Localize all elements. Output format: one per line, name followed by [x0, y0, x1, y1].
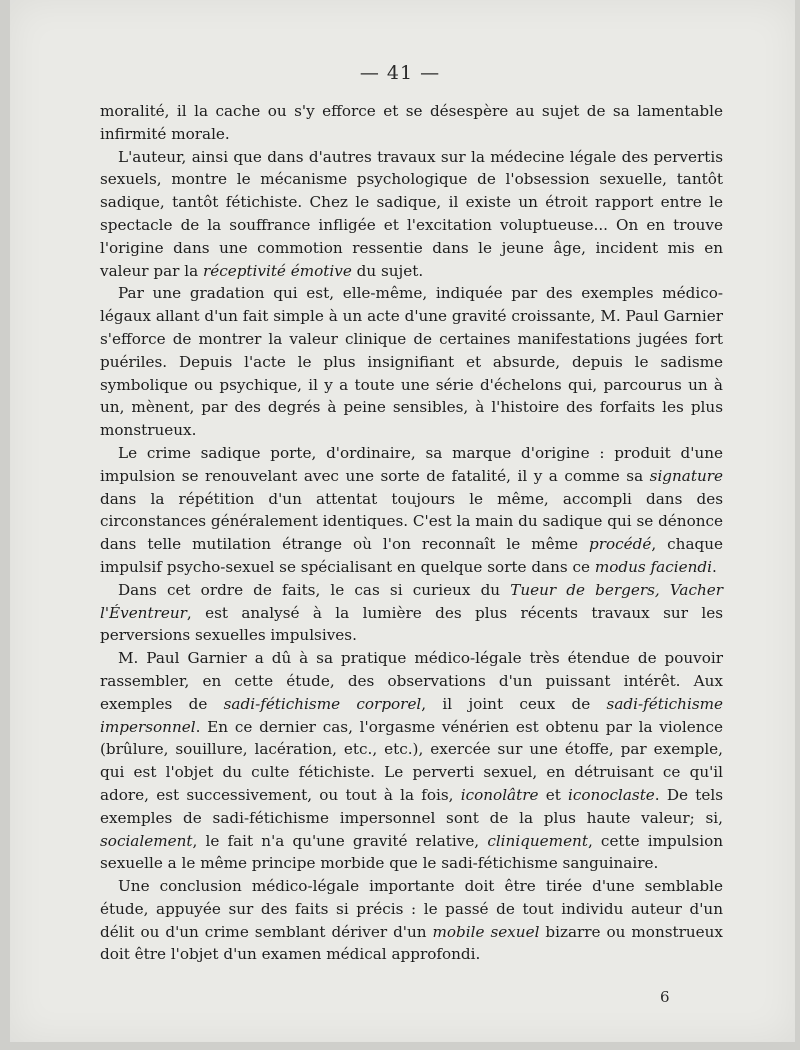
paragraph-2-end: du sujet.: [351, 261, 424, 280]
page-number: — 41 —: [359, 62, 441, 84]
paragraph-6-text-f: , le fait n'a qu'une gravité relative,: [192, 831, 488, 850]
paragraph-4-text-a: Le crime sadique porte, d'ordinaire, sa marque d'origine : produit d'une impulsion se renouvelant avec une sorte de fatalité, il y a comme sa: [100, 443, 723, 485]
paragraph-6-text-d: et: [538, 785, 569, 804]
paragraph-7-text-b: bizarre ou monstrueux doit être l'objet d'un examen médical approfondi.: [100, 922, 724, 964]
paragraph-6: [100, 647, 723, 875]
paragraph-4-text-b: dans la répétition d'un attentat toujours le même, accompli dans des circonstances généralement identiques. C'est la main du sadique qui se dénonce dans telle mutilation étrange où l'on reconnaît le même: [100, 489, 723, 554]
paragraph-4: [100, 442, 723, 579]
paragraph-2: [100, 146, 723, 283]
paragraph-7-emphasis: mobile sexuel: [432, 922, 540, 941]
paragraph-6-emphasis-3: iconolâtre: [460, 785, 539, 804]
paragraph-6-emphasis-4: iconoclaste: [568, 785, 655, 804]
signature-mark: 6: [660, 988, 670, 1006]
paragraph-6-text-b: , il joint ceux de: [421, 694, 607, 713]
paragraph-5: [100, 579, 723, 647]
paragraph-6-emphasis-1: sadi-fétichisme corporel: [223, 694, 422, 713]
body-text: [100, 100, 723, 966]
paragraph-6-text-c: . En ce dernier cas, l'orgasme vénérien est obtenu par la violence (brûlure, souillure, lacération, etc., etc.), exercée sur une étoffe, par exemple, qui est l'objet du culte fétichiste. Le perverti sexuel, en détruisant ce qu'il adore, est successivement, ou tout à la fois,: [100, 717, 723, 804]
paragraph-6-emphasis-2: sadi-fétichisme impersonnel: [100, 694, 724, 736]
paragraph-6-emphasis-6: cliniquement: [487, 831, 588, 850]
paragraph-6-text-a: M. Paul Garnier a dû à sa pratique médico-légale très étendue de pouvoir rassembler, en cette étude, des observations d'un puissant intérêt. Aux exemples de: [100, 649, 723, 713]
paragraph-7: [100, 875, 723, 966]
paragraph-6-emphasis-5: socialement: [100, 831, 193, 850]
paragraph-3: Par une gradation qui est, elle-même, indiquée par des exemples médico-légaux allant d'un fait simple à un acte d'une gravité croissante, M. Paul Garnier s'efforce de montrer la valeur clinique de certaines manifestations jugées fort puériles. Depuis l'acte le plus insignifiant et absurde, depuis le sadisme symbolique ou psychique, il y a toute une série d'échelons qui, parcourus un à un, mènent, par des degrés à peine sensibles, à l'histoire des forfaits les plus monstrueux.: [100, 284, 723, 440]
paragraph-4-emphasis-1: signature: [649, 466, 723, 485]
paragraph-4-text-d: .: [711, 557, 717, 576]
paragraph-4-emphasis-2: procédé: [588, 535, 652, 554]
paragraph-1: moralité, il la cache ou s'y efforce et se désespère au sujet de sa lamentable infirmité morale.: [100, 102, 723, 143]
paragraph-6-text-g: , cette impulsion sexuelle a le même principe morbide que le sadi-fétichisme sanguinaire.: [100, 831, 723, 873]
paragraph-5-emphasis: Tueur de bergers, Vacher l'Éventreur: [100, 580, 724, 622]
paragraph-2-text: L'auteur, ainsi que dans d'autres travaux sur la médecine légale des pervertis sexuels, montre le mécanisme psychologique de l'obsession sexuelle, tantôt sadique, tantôt fétichiste. Chez le sadique, il existe un étroit rapport entre le spectacle de la souffrance infligée et l'excitation voluptueuse... On en trouve l'origine dans une commotion ressentie dans le jeune âge, incident mis en valeur par la: [100, 147, 723, 280]
paragraph-5-text-a: Dans cet ordre de faits, le cas si curieux du: [118, 580, 511, 599]
paragraph-2-emphasis: réceptivité émotive: [202, 261, 352, 280]
paragraph-7-text-a: Une conclusion médico-légale importante doit être tirée d'une semblable étude, appuyée sur des faits si précis : le passé de tout individu auteur d'un délit ou d'un crime semblant dériver d'un: [100, 877, 723, 941]
paragraph-4-emphasis-3: modus faciendi: [594, 557, 712, 576]
paragraph-5-text-b: , est analysé à la lumière des plus récents travaux sur les perversions sexuelles impulsives.: [100, 603, 723, 645]
paragraph-4-text-c: , chaque impulsif psycho-sexuel se spécialisant en quelque sorte dans ce: [100, 535, 723, 576]
paragraph-6-text-e: . De tels exemples de sadi-fétichisme impersonnel sont de la plus haute valeur; si,: [100, 785, 724, 827]
